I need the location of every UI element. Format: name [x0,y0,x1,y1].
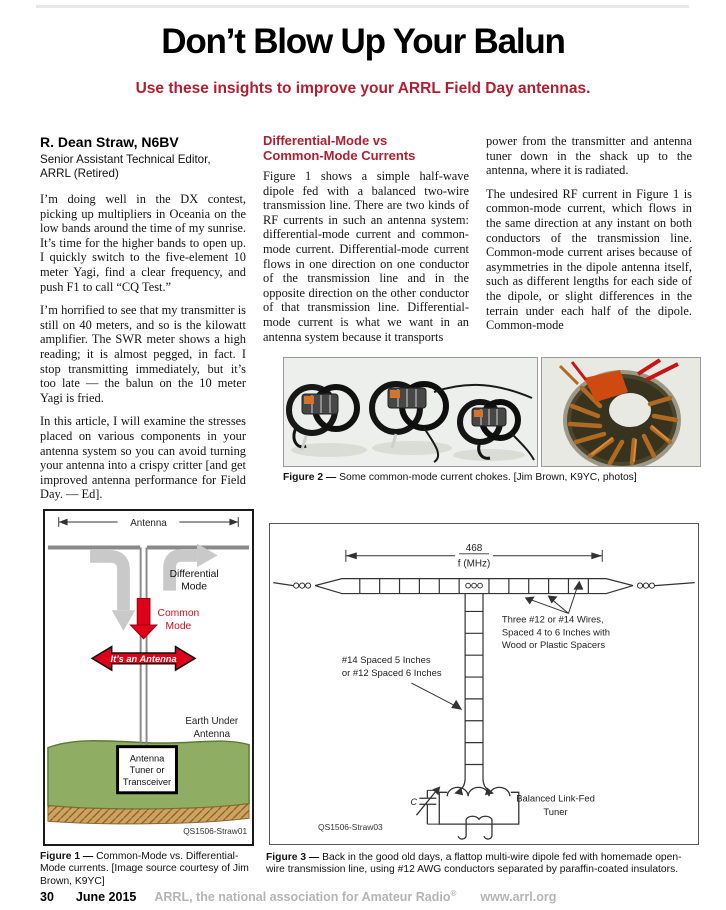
figure-code: QS1506-Straw01 [183,825,248,836]
its-an-antenna-label: It’s an Antenna [110,653,177,664]
svg-text:Mode: Mode [181,581,208,593]
figure-3-caption: Figure 3 — Back in the good old days, a flattop multi-wire dipole fed with homemade open-wire transmission line, using #12 AWG conductors separated by paraffin-coated insulators. [266,852,682,876]
open-wire-line [465,594,483,779]
paragraph: In this article, I will examine the stresses placed on various components in your antenna system so you can avoid turning your antenna into a crispy critter [and get improved antenna performance for Field Day. — Ed]. [40,414,246,502]
column-1 [40,134,246,511]
coax-chokes-illustration [284,358,537,466]
svg-text:Transceiver: Transceiver [122,776,172,787]
figure-3 [269,523,699,845]
issue-date: June 2015 [75,890,137,905]
registered-mark: ® [450,889,457,898]
tuner-circuit [416,778,518,839]
differential-mode-label: Differential [169,568,219,580]
svg-text:Wood or Plastic Spacers: Wood or Plastic Spacers [501,640,606,652]
article-deck: Use these insights to improve your ARRL Field Day antennas. [135,80,591,97]
dimension-denominator: f (MHz) [457,558,491,570]
top-rule [36,5,689,8]
dimension-numerator: 468 [465,542,483,554]
end-insulators [294,583,655,588]
paragraph: I’m horrified to see that my transmitter is still on 40 meters, and so is the kilowatt amplifier. The SWR meter shows a high reading; it is almost pegged, in fact. I stop transmitting immediately, but it’s too late — the balun on the 10 meter Yagi is fried. [40,303,246,405]
figure-1-caption: Figure 1 — Common-Mode vs. Differential-Mode currents. [Image source courtesy of Jim Brown, K9YC] [40,851,249,887]
article-title: Don’t Blow Up Your Balun [161,22,565,61]
figure-1 [43,509,254,846]
page-number: 30 [40,890,54,905]
tuner-box-label: Antenna [129,753,165,764]
chokes-photo [283,357,538,467]
footer-url: www.arrl.org [480,890,557,905]
figure-code: QS1506-Straw03 [318,822,383,833]
common-mode-arrow [130,599,156,639]
author-role-line1: Senior Assistant Technical Editor, [40,153,211,166]
svg-text:Antenna: Antenna [193,728,231,740]
paragraph: Figure 1 shows a simple half-wave dipole fed with a balanced two-wire transmission line. There are two kinds of RF currents in such an antenna system: differential-mode current and common-mode current. Differential-mode current flows in one direction on one conductor of the transmission line and in the opposite direction on the other conductor of that transmission line. Differential-mode current is what we want in an antenna system because it transports [263,169,469,344]
page-footer [40,889,700,904]
paragraph: The undesired RF current in Figure 1 is common-mode current, which flows in the same direction at any instant on both conductors of the transmission line. Common-mode current arises because of asymmetries in the dipole antenna itself, such as different lengths for each side of the dipole, or slight differences in the terrain under each half of the dipole. Common-mode [486,186,692,333]
figure-2 [283,357,698,484]
svg-text:Spaced 4 to 6 Inches with: Spaced 4 to 6 Inches with [501,627,610,639]
svg-text:Mode: Mode [165,620,192,632]
svg-text:Tuner: Tuner [543,807,568,819]
figure-2-caption: Figure 2 — Some common-mode current chokes. [Jim Brown, K9YC, photos] [283,472,637,483]
spacing-label: #14 Spaced 5 Inches [341,655,431,667]
svg-text:or #12 Spaced 6 Inches: or #12 Spaced 6 Inches [341,668,442,680]
author-name: R. Dean Straw, N6BV [40,134,179,150]
capacitor-label: C [410,797,417,808]
section-heading: Differential-Mode vs Common-Mode Currents [263,133,416,163]
svg-text:Tuner or: Tuner or [129,765,165,776]
wires-label: Three #12 or #14 Wires, [501,614,604,626]
paragraph: power from the transmitter and antenna tuner down in the shack up to the antenna, where it is radiated. [486,134,692,178]
toroid-choke-illustration [542,358,700,466]
author-role [40,153,246,180]
author-role-line2: ARRL (Retired) [40,166,119,180]
paragraph: I’m doing well in the DX contest, picking up multipliers in Oceania on the low bands around the time of my sunrise. It’s time for the higher bands to open up. I quickly switch to the five-element 10 meter Yagi, find a clear frequency, and push F1 to call “CQ Test.” [40,192,246,294]
figure-2-photos [283,357,698,467]
flattop-dipole-diagram [270,524,698,844]
antenna-label: Antenna [130,517,167,529]
common-mode-label: Common [157,608,200,620]
tuner-label: Balanced Link-Fed [516,793,595,805]
footer-org: ARRL, the national association for Amateur Radio® [154,889,457,905]
mode-currents-diagram [45,511,252,844]
toroid-photo [541,357,701,467]
earth-under-antenna-label: Earth Under [185,716,239,728]
